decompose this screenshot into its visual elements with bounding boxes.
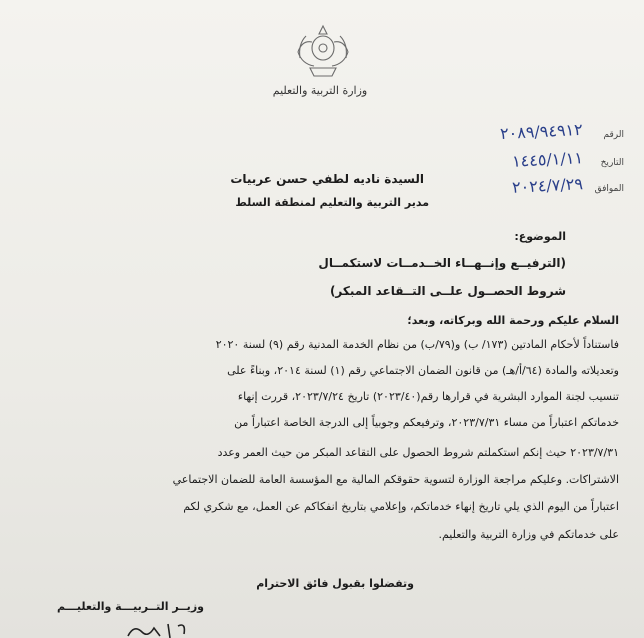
ref-label: الرقم (603, 130, 624, 140)
subject-line-2: شروط الحصــول علــى التــقاعد المبكر) (329, 284, 566, 298)
body-line: فاستناداً لأحكام المادتين (١٧٣/ ب) و(٧٩/ب) من نظام الخدمة المدنية رقم (٩) لسنة ٢٠٢٠ (215, 338, 619, 351)
body-line: اعتباراً من اليوم الذي يلي تاريخ إنهاء خدماتكم، وإعلامي بتاريخ انفكاكم عن العمل، مع شكري لكم (183, 500, 619, 513)
body-line: الاشتراكات. وعليكم مراجعة الوزارة لتسوية حقوقكم المالية مع المؤسسة العامة للضمان الاجتماعي (172, 473, 619, 486)
gregorian-date-row (512, 176, 624, 195)
body-line: ٢٠٢٣/٧/٣١ حيث إنكم استكملتم شروط الحصول على التقاعد المبكر من حيث العمر وعدد (217, 446, 619, 459)
minister-title: وزيــر التــربيـــة والتعليـــم (57, 600, 204, 613)
reference-number-row (499, 119, 624, 144)
corresponds-label: الموافق (594, 184, 624, 194)
body-line: على خدماتكم في وزارة التربية والتعليم. (438, 528, 619, 541)
gregorian-date-value: ٢٠٢٤/٧/٢٩ (511, 174, 584, 197)
body-line: خدماتكم اعتباراً من مساء ٢٠٢٣/٧/٣١، وترفيعكم وجوبياً إلى الدرجة الخاصة اعتباراً من (234, 416, 619, 429)
signature-mark (120, 618, 210, 638)
body-line: وتعديلاته والمادة (٦٤/أ/هـ) من قانون الضمان الاجتماعي رقم (١) لسنة ٢٠١٤، وبناءً على (227, 364, 619, 377)
recipient-title: مدير التربية والتعليم لمنطقة السلط (235, 196, 429, 209)
subject-label: الموضوع: (514, 230, 566, 243)
subject-line-1: (الترفيــع وإنــهــاء الخــدمــات لاستكمــال (318, 256, 566, 270)
hijri-date-row (512, 150, 624, 169)
ref-value: ٢٠٨٩/٩٤٩١٢ (499, 119, 584, 144)
greeting: السلام عليكم ورحمة الله وبركاته، وبعد؛ (407, 314, 619, 327)
recipient-name: السيدة ناديه لطفي حسن عربيات (230, 172, 424, 186)
date-label: التاريخ (600, 158, 624, 168)
jordan-coat-of-arms-icon (292, 22, 354, 80)
hijri-date-value: ١٤٤٥/١/١١ (511, 148, 584, 171)
body-line: تنسيب لجنة الموارد البشرية في قرارها رقم(٢٠٢٣/٤٠) تاريخ ٢٠٢٣/٧/٢٤، قررت إنهاء (237, 390, 619, 403)
ministry-name: وزارة التربية والتعليم (272, 84, 368, 97)
closing-line: وتفضلوا بقبول فائق الاحترام (256, 577, 414, 590)
